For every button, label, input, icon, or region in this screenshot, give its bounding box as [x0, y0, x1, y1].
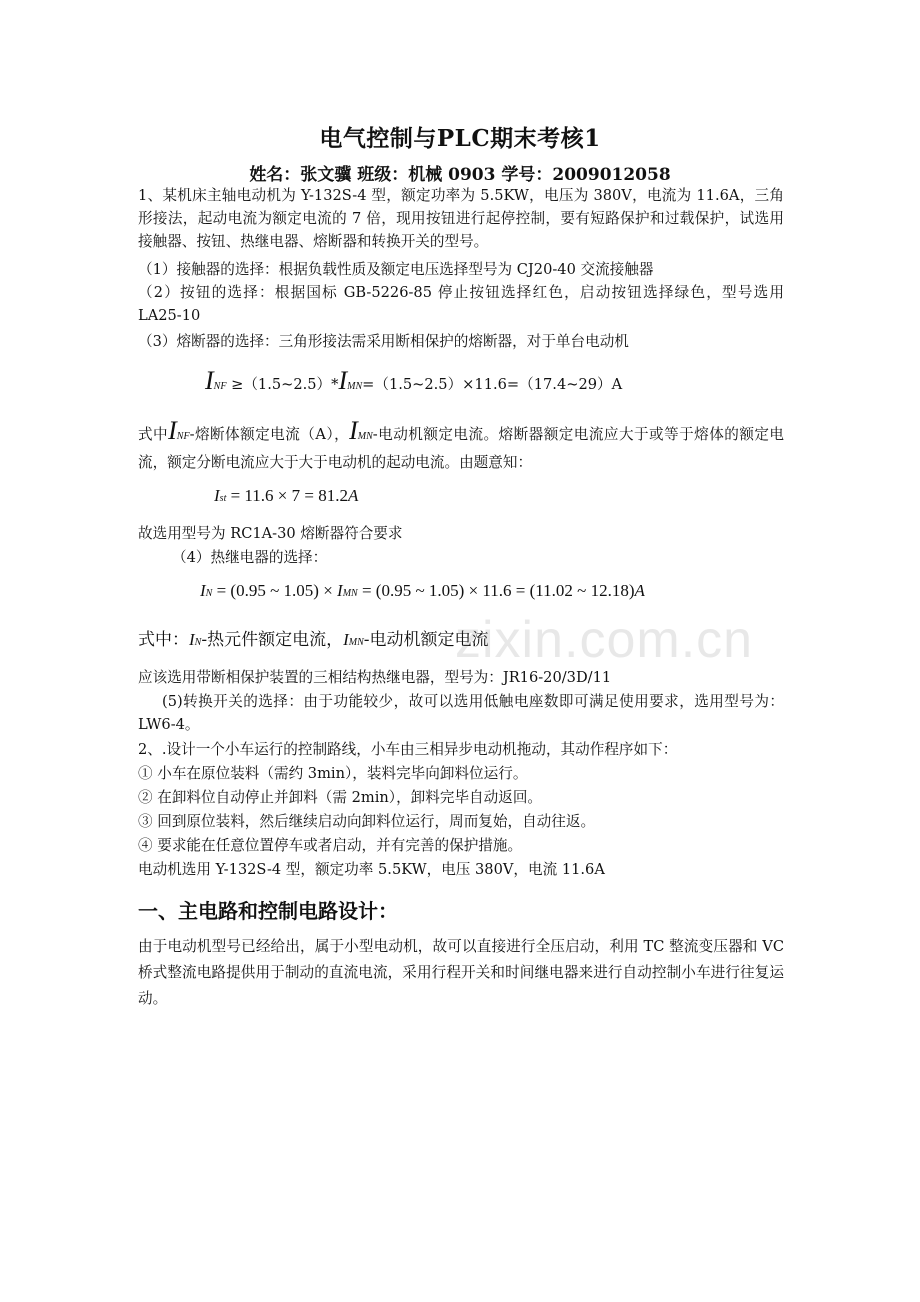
step-2: ② 在卸料位自动停止并卸料（需 2min），卸料完毕自动返回。 — [138, 789, 543, 806]
page-title: 电气控制与PLC期末考核1 — [319, 125, 601, 152]
motor-spec: 电动机选用 Y-132S-4 型，额定功率 5.5KW，电压 380V，电流 11.6A — [138, 861, 605, 878]
fuse-conclusion: 故选用型号为 RC1A-30 熔断器符合要求 — [138, 525, 403, 542]
thermal-conclusion: 应该选用带断相保护装置的三相结构热继电器，型号为：JR16-20/3D/11 — [138, 669, 612, 686]
question-2-text: 2、.设计一个小车运行的控制路线，小车由三相异步电动机拖动，其动作程序如下： — [138, 741, 678, 758]
step-1: ① 小车在原位装料（需约 3min），装料完毕向卸料位运行。 — [138, 765, 528, 782]
item-thermal-relay: （4）热继电器的选择： — [172, 549, 328, 566]
fuse-definition: 式中INF-熔断体额定电流（A），IMN-电动机额定电流。熔断器额定电流应大于或等于熔体的额定电流，额定分断电流应大于大于电动机的起动电流。由题意知： — [138, 416, 785, 471]
question-1-text: 1、某机床主轴电动机为 Y-132S-4 型，额定功率为 5.5KW，电压为 380V，电流为 11.6A，三角形接法，起动电流为额定电流的 7 倍，现用按钮进行起停控制，要有短路保护和过载保护，试选用接触器、按钮、热继电器、熔断器和转换开关的型号。 — [138, 187, 784, 250]
formula-fuse-current: INF ≥（1.5~2.5）*IMN=（1.5~2.5）×11.6=（17.4~29）A — [205, 366, 623, 395]
item-switch: (5)转换开关的选择：由于功能较少，故可以选用低触电座数即可满足使用要求，选用型号为：LW6-4。 — [138, 693, 784, 733]
formula-thermal-current: IN = (0.95 ~ 1.05) × IMN = (0.95 ~ 1.05) × 11.6 = (11.02 ~ 12.18)A — [200, 581, 645, 600]
section-heading: 一、主电路和控制电路设计： — [138, 899, 398, 923]
item-button: （2）按钮的选择：根据国标 GB-5226-85 停止按钮选择红色，启动按钮选择绿色，型号选用 LA25-10 — [138, 284, 784, 324]
step-3: ③ 回到原位装料，然后继续启动向卸料位运行，周而复始，自动往返。 — [138, 813, 596, 830]
item-fuse: （3）熔断器的选择：三角形接法需采用断相保护的熔断器，对于单台电动机 — [138, 333, 629, 350]
thermal-definition: 式中：IN-热元件额定电流，IMN-电动机额定电流 — [138, 630, 489, 650]
section-text: 由于电动机型号已经给出，属于小型电动机，故可以直接进行全压启动，利用 TC 整流变压器和 VC 桥式整流电路提供用于制动的直流电流，采用行程开关和时间继电器来进行自动控制小车进行往复运动。 — [138, 938, 784, 1007]
student-info: 姓名：张文骥 班级：机械 0903 学号：2009012058 — [249, 165, 671, 185]
watermark: zixin.com.cn — [455, 611, 754, 669]
item-contactor: （1）接触器的选择：根据负载性质及额定电压选择型号为 CJ20-40 交流接触器 — [138, 261, 654, 278]
formula-start-current: Ist = 11.6 × 7 = 81.2A — [214, 486, 359, 505]
step-4: ④ 要求能在任意位置停车或者启动，并有完善的保护措施。 — [138, 837, 523, 854]
